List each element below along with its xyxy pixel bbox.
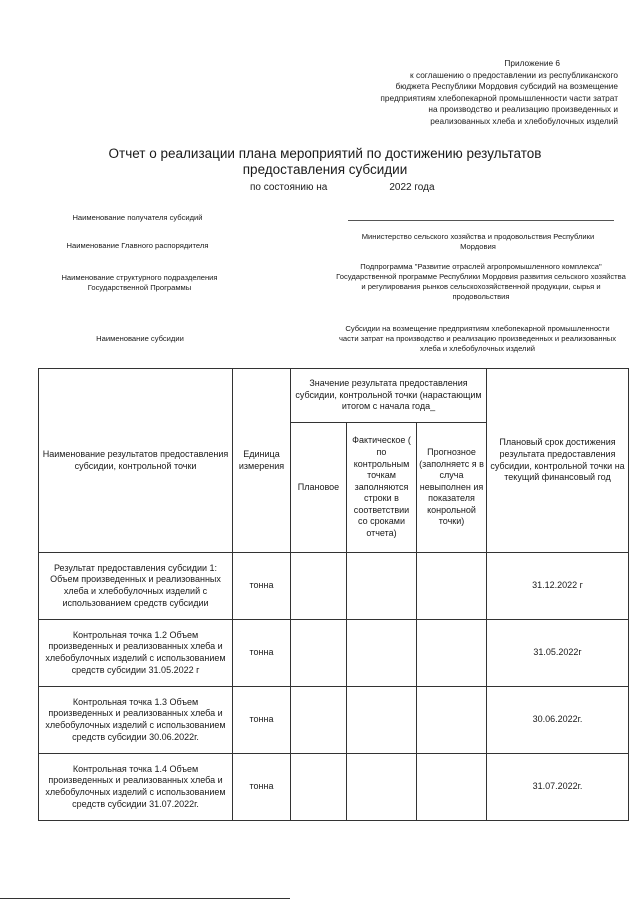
recipient-value-line — [348, 220, 614, 221]
header-forecast: Прогнозное (заполняетс я в случа невыполнен ия показателя конрольной точки) — [417, 423, 487, 553]
row-planned — [291, 620, 347, 687]
header-deadline: Плановый срок достижения результата предоставления субсидии, контрольной точки на текущий финансовый год — [487, 369, 629, 553]
row-actual — [347, 687, 417, 754]
report-date — [250, 182, 435, 193]
row-planned — [291, 687, 347, 754]
unit-value: Подпрограмма "Развитие отраслей агропромышленного комплекса" Государственной программе Республики Мордовия развития сельского хозяйства и регулирования рынков сельскохозяйственной продукции, сырья и продовольствия — [336, 262, 626, 301]
row-actual — [347, 620, 417, 687]
footnote-line — [0, 898, 290, 899]
recipient-label: Наименование получателя субсидий — [72, 213, 203, 222]
row-name: Контрольная точка 1.4 Объем произведенных и реализованных хлеба и хлебобулочных изделий с использованием средств субсидии 31.07.2022г. — [39, 754, 233, 821]
row-name: Контрольная точка 1.2 Объем произведенных и реализованных хлеба и хлебобулочных изделий с использованием средств субсидии 31.05.2022 г — [39, 620, 233, 687]
row-name: Результат предоставления субсидии 1: Объем произведенных и реализованных хлеба и хлебобулочных изделий с использованием средств субсидии — [39, 553, 233, 620]
appendix-line: к соглашению о предоставлении из республиканского — [410, 69, 618, 80]
report-date-prefix: по состоянию на — [250, 182, 328, 193]
appendix-line: реализованных хлеба и хлебобулочных изделий — [430, 115, 618, 126]
row-forecast — [417, 754, 487, 821]
unit-label: Наименование структурного подразделения Государственной Программы — [61, 273, 218, 292]
subsidy-label: Наименование субсидии — [96, 334, 184, 343]
table-row — [39, 553, 629, 620]
appendix-line: предприятиям хлебопекарной промышленности части затрат — [380, 92, 618, 103]
appendix-line: бюджета Республики Мордовия субсидий на возмещение — [395, 81, 618, 92]
appendix-line: на производство и реализацию произведенных и — [428, 104, 618, 115]
appendix-note — [318, 58, 618, 128]
row-name: Контрольная точка 1.3 Объем произведенных и реализованных хлеба и хлебобулочных изделий с использованием средств субсидии 30.06.2022г. — [39, 687, 233, 754]
row-deadline: 30.06.2022г. — [487, 687, 629, 754]
row-unit: тонна — [233, 553, 291, 620]
row-planned — [291, 553, 347, 620]
row-forecast — [417, 620, 487, 687]
header-value-group: Значение результата предоставления субсидии, контрольной точки (нарастающим итогом с начала года_ — [291, 369, 487, 423]
row-unit: тонна — [233, 687, 291, 754]
header-unit: Единица измерения — [233, 369, 291, 553]
manager-value: Министерство сельского хозяйства и продовольствия Республики Мордовия — [361, 232, 595, 251]
row-forecast — [417, 687, 487, 754]
row-forecast — [417, 553, 487, 620]
subsidy-value: Субсидии на возмещение предприятиям хлебопекарной промышленности части затрат на производство и реализацию произведенных и реализованных хлеба и хлебобулочных изделий — [338, 324, 617, 353]
appendix-title: Приложение 6 — [504, 58, 560, 68]
header-actual: Фактическое ( по контрольным точкам заполняются строки в соответствии со сроками отчета) — [347, 423, 417, 553]
header-name: Наименование результатов предоставления субсидии, контрольной точки — [39, 369, 233, 553]
manager-label: Наименование Главного распорядителя — [66, 241, 209, 250]
results-table — [38, 368, 629, 821]
header-planned: Плановое — [291, 423, 347, 553]
row-actual — [347, 553, 417, 620]
row-deadline: 31.05.2022г — [487, 620, 629, 687]
table-row — [39, 620, 629, 687]
table-row — [39, 687, 629, 754]
report-year: 2022 года — [389, 182, 435, 193]
row-actual — [347, 754, 417, 821]
report-title: Отчет о реализации плана мероприятий по достижению результатов предоставления субсидии — [108, 146, 542, 177]
row-deadline: 31.12.2022 г — [487, 553, 629, 620]
row-planned — [291, 754, 347, 821]
table-row — [39, 754, 629, 821]
row-unit: тонна — [233, 754, 291, 821]
row-unit: тонна — [233, 620, 291, 687]
row-deadline: 31.07.2022г. — [487, 754, 629, 821]
